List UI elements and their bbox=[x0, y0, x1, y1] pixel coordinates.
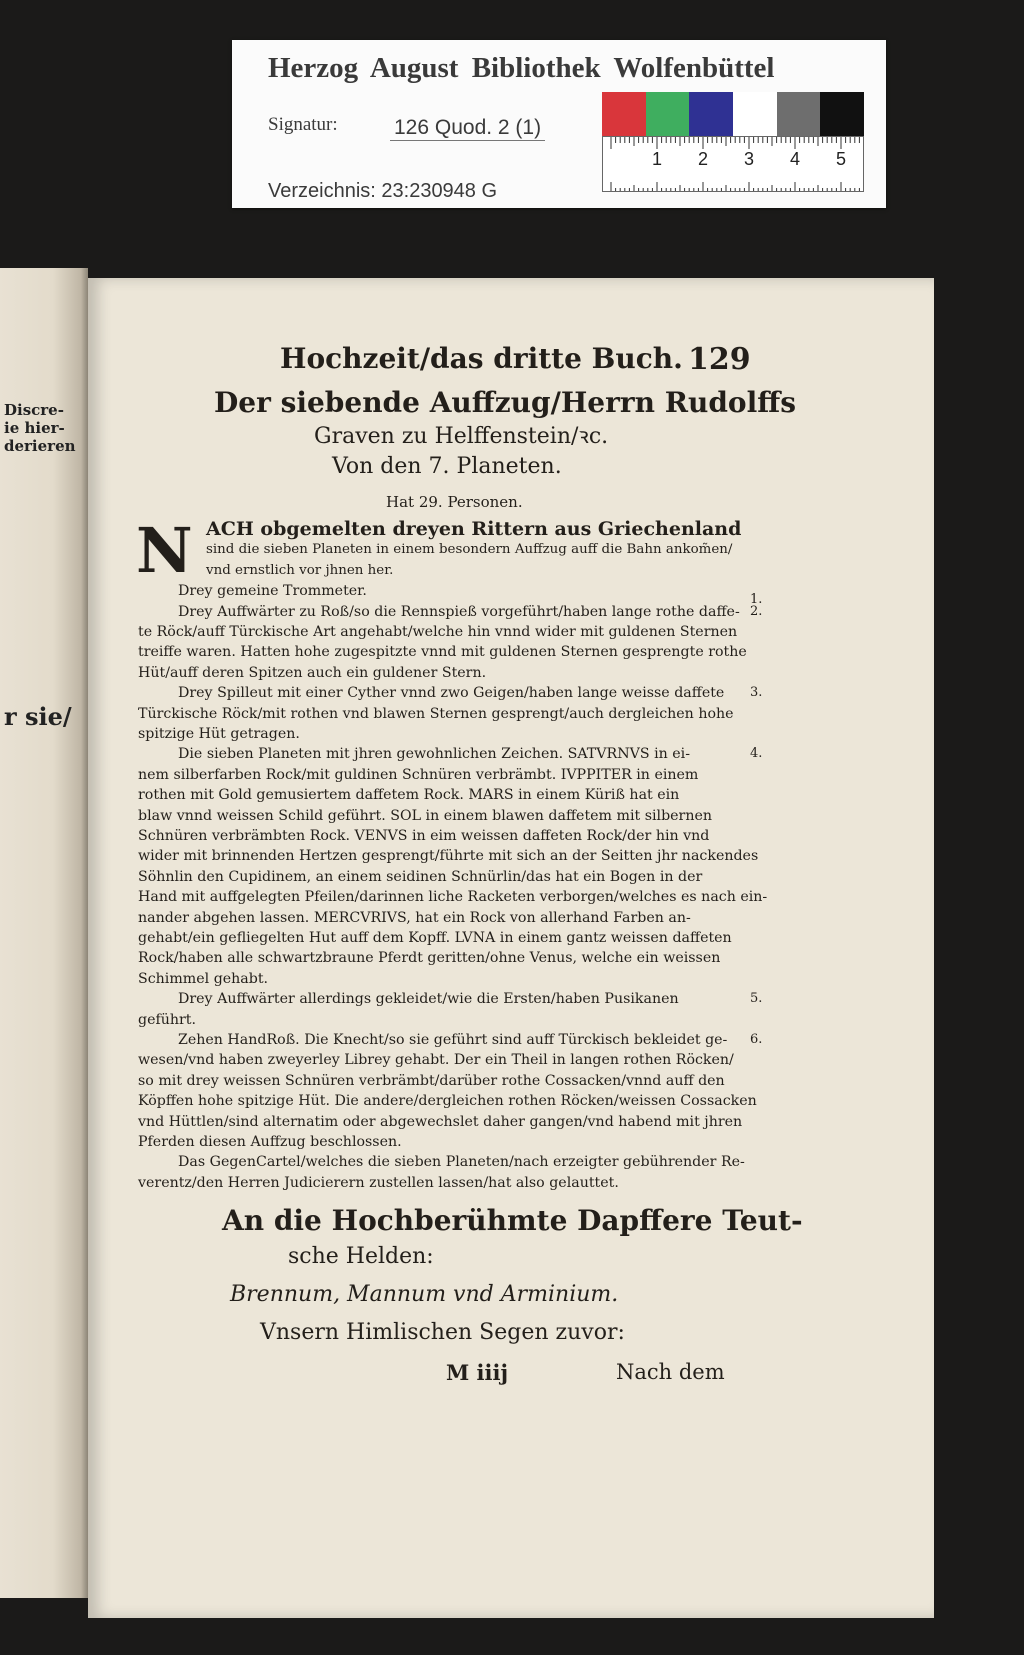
color-swatch bbox=[602, 92, 646, 136]
signature-mark: M iiij bbox=[446, 1360, 509, 1385]
margin-number: 3. bbox=[750, 685, 763, 701]
addressee-names: Brennum, Mannum vnd Arminium. bbox=[230, 1282, 619, 1307]
chapter-title: Der siebende Auffzug/Herrn Rudolffs bbox=[214, 386, 796, 419]
library-name: Herzog August Bibliothek Wolfenbüttel bbox=[268, 52, 775, 84]
color-swatch bbox=[689, 92, 733, 136]
text-line: Drey Auffwärter allerdings gekleidet/wie die Ersten/haben Pusikanen bbox=[178, 991, 679, 1008]
color-swatch bbox=[733, 92, 777, 136]
text-line: Hüt/auff deren Spitzen auch ein guldener Stern. bbox=[138, 664, 487, 681]
text-line: gehabt/ein gefliegelten Hut auff dem Kopff. LVNA in einem gantz weissen daffeten bbox=[138, 930, 732, 946]
text-line: Schimmel gehabt. bbox=[138, 970, 269, 987]
ruler-ticks bbox=[603, 137, 863, 191]
running-head: Hochzeit/das dritte Buch. bbox=[280, 342, 683, 375]
page-number: 129 bbox=[688, 342, 751, 377]
text-line: Köpffen hohe spitzige Hüt. Die andere/dergleichen rothen Röcken/weissen Cossacken bbox=[138, 1093, 757, 1110]
text-line: Söhnlin den Cupidinem, an einem seidinen Schnürlin/das hat ein Bogen in der bbox=[138, 868, 703, 885]
text-line: te Röck/auff Türckische Art angehabt/welche hin vnnd wider mit guldenen Sternen bbox=[138, 624, 738, 640]
text-line: Pferden diesen Auffzug beschlossen. bbox=[138, 1134, 402, 1150]
color-calibration-swatches bbox=[602, 92, 864, 136]
text-line: rothen mit Gold gemusiertem daffetem Rock. MARS in einem Küriß hat ein bbox=[138, 787, 680, 804]
section-title: Von den 7. Planeten. bbox=[332, 454, 562, 479]
text-line: Hand mit auffgelegten Pfeilen/darinnen liche Racketen verborgen/welches es nach ein- bbox=[138, 889, 768, 906]
text-line: Drey Auffwärter zu Roß/so die Rennspieß vorgeführt/haben lange rothe daffe- bbox=[178, 603, 740, 620]
verzeichnis-label: Verzeichnis: 23:230948 G bbox=[268, 180, 498, 202]
text-line: nem silberfarben Rock/mit guldinen Schnüren verbrämbt. IVPPITER in einem bbox=[138, 766, 699, 783]
left-page-fragment: ie hier- bbox=[4, 419, 65, 437]
text-line: Die sieben Planeten mit jhren gewohnlichen Zeichen. SATVRNVS in ei- bbox=[178, 746, 690, 763]
left-page-fragment: derieren bbox=[4, 437, 76, 455]
text-line: vnd Hüttlen/sind alternatim oder abgewechslet daher gangen/vnd habend mit jhren bbox=[138, 1113, 743, 1130]
address-heading: An die Hochberühmte Dapffere Teut- bbox=[222, 1204, 803, 1237]
text-line: vnd ernstlich vor jhnen her. bbox=[206, 562, 394, 578]
text-line: Drey Spilleut mit einer Cyther vnnd zwo Geigen/haben lange weisse daffete bbox=[178, 685, 725, 702]
signatur-value: 126 Quod. 2 (1) bbox=[390, 116, 545, 141]
text-line: spitzige Hüt getragen. bbox=[138, 726, 300, 742]
ruler-number: 5 bbox=[836, 149, 847, 169]
color-swatch bbox=[820, 92, 864, 136]
text-line: treiffe waren. Hatten hohe zugespitzte vnnd mit guldenen Sternen gesprengte rothe bbox=[138, 644, 747, 661]
ruler-number: 4 bbox=[790, 149, 801, 169]
persons-count: Hat 29. Personen. bbox=[386, 493, 523, 511]
text-line: Rock/haben alle schwartzbraune Pferdt geritten/ohne Venus, welche ein weissen bbox=[138, 950, 721, 967]
measurement-ruler bbox=[602, 136, 864, 192]
text-line: blaw vnnd weissen Schild geführt. SOL in einem blawen daffetem mit silbernen bbox=[138, 807, 712, 824]
text-line: geführt. bbox=[138, 1011, 196, 1028]
text-line: Das GegenCartel/welches die sieben Planeten/nach erzeigter gebührender Re- bbox=[178, 1154, 745, 1171]
catchword: Nach dem bbox=[616, 1360, 725, 1384]
initial-letter: N bbox=[136, 514, 193, 587]
text-line: Türckische Röck/mit rothen vnd blawen Sternen gesprengt/auch dergleichen hohe bbox=[138, 705, 734, 722]
margin-number: 5. bbox=[750, 991, 763, 1007]
ruler-number: 3 bbox=[744, 149, 755, 169]
text-line: nander abgehen lassen. MERCVRIVS, hat ein Rock von allerhand Farben an- bbox=[138, 909, 691, 926]
text-line: sind die sieben Planeten in einem besondern Auffzug auff die Bahn ankom̃en/ bbox=[206, 542, 733, 558]
text-line: Schnüren verbrämbten Rock. VENVS in eim weissen daffeten Rock/der hin vnd bbox=[138, 828, 710, 844]
library-label bbox=[232, 40, 886, 208]
text-line: verentz/den Herren Judicierern zustellen lassen/hat also gelauttet. bbox=[138, 1174, 619, 1191]
left-page-fragment: r sie/ bbox=[4, 702, 72, 731]
margin-number: 1. bbox=[750, 591, 763, 607]
blessing-line: Vnsern Himlischen Segen zuvor: bbox=[260, 1320, 625, 1345]
color-swatch bbox=[777, 92, 821, 136]
book-page bbox=[88, 278, 934, 1618]
left-page-fragment: Discre- bbox=[4, 401, 64, 419]
margin-number: 2. bbox=[750, 603, 763, 619]
ruler-number: 1 bbox=[652, 149, 663, 169]
signatur-label: Signatur: bbox=[268, 114, 338, 135]
margin-number: 4. bbox=[750, 746, 763, 762]
chapter-subtitle: Graven zu Helffenstein/ꝛc. bbox=[314, 424, 609, 449]
address-heading-continued: sche Helden: bbox=[288, 1244, 434, 1269]
text-line: Zehen HandRoß. Die Knecht/so sie geführt sind auff Türckisch bekleidet ge- bbox=[178, 1032, 728, 1048]
margin-number: 6. bbox=[750, 1032, 763, 1047]
color-swatch bbox=[646, 92, 690, 136]
text-line: wesen/vnd haben zweyerley Librey gehabt. Der ein Theil in langen rothen Röcken/ bbox=[138, 1052, 734, 1069]
ruler-number: 2 bbox=[698, 149, 709, 169]
text-line: so mit drey weissen Schnüren verbrämbt/darüber rothe Cossacken/vnnd auff den bbox=[138, 1072, 725, 1089]
left-page-edge bbox=[0, 268, 88, 1598]
text-line: wider mit brinnenden Hertzen gesprengt/führte mit sich an der Seitten jhr nackendes bbox=[138, 848, 759, 865]
text-line: ACH obgemelten dreyen Rittern aus Griechenland bbox=[206, 518, 742, 540]
text-line: Drey gemeine Trommeter. bbox=[178, 583, 367, 600]
